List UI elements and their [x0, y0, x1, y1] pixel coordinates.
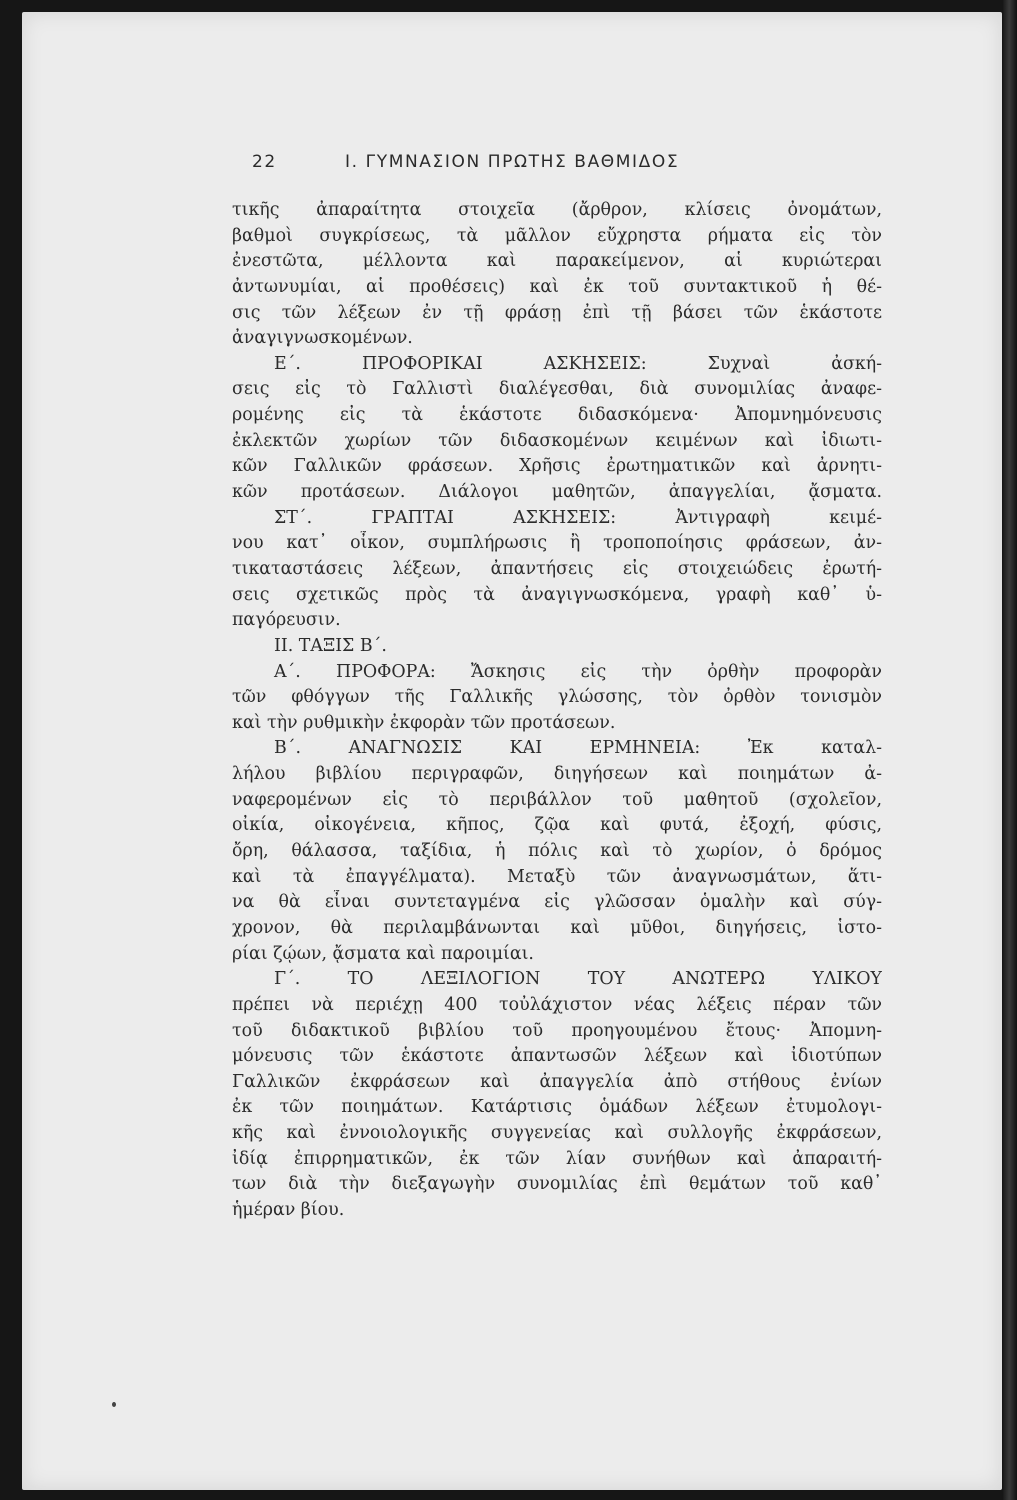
- text-line: μόνευσις τῶν ἑκάστοτε ἀπαντωσῶν λέξεων καὶ ἰδιοτύπων: [232, 1046, 882, 1067]
- text-line: σις τῶν λέξεων ἐν τῇ φράσῃ ἐπὶ τῇ βάσει τῶν ἑκάστοτε: [232, 302, 882, 323]
- text-line: τικῆς ἀπαραίτητα στοιχεῖα (ἄρθρον, κλίσεις ὀνομάτων,: [232, 200, 882, 220]
- ink-speck: [112, 1402, 116, 1407]
- text-line: των διὰ τὴν διεξαγωγὴν συνομιλίας ἐπὶ θεμάτων τοῦ καθ᾽: [232, 1174, 882, 1195]
- text-line: ἀντωνυμίαι, αἱ προθέσεις) καὶ ἐκ τοῦ συντακτικοῦ ἡ θέ-: [232, 276, 882, 297]
- text-line: ἀναγιγνωσκομένων.: [232, 328, 413, 349]
- text-line: σεις εἰς τὸ Γαλλιστὶ διαλέγεσθαι, διὰ συνομιλίας ἀναφε-: [232, 379, 882, 400]
- page-number: 22: [252, 152, 277, 172]
- text-line: λήλου βιβλίου περιγραφῶν, διηγήσεων καὶ ποιημάτων ἀ-: [232, 764, 882, 785]
- text-line: κῶν προτάσεων. Διάλογοι μαθητῶν, ἀπαγγελίαι, ᾄσματα.: [232, 482, 882, 503]
- text-line: ρομένης εἰς τὰ ἑκάστοτε διδασκόμενα· Ἀπομνημόνευσις: [232, 405, 882, 426]
- page-edge: [1003, 0, 1017, 1500]
- text-line: βαθμοὶ συγκρίσεως, τὰ μᾶλλον εὔχρηστα ρήματα εἰς τὸν: [232, 225, 882, 246]
- body-text: [232, 198, 882, 1224]
- text-line: τικαταστάσεις λέξεων, ἀπαντήσεις εἰς στοιχειώδεις ἐρωτή-: [232, 558, 882, 579]
- text-line: καὶ τὰ ἐπαγγέλματα). Μεταξὺ τῶν ἀναγνωσμάτων, ἅτι-: [232, 866, 882, 887]
- text-line: κῆς καὶ ἐννοιολογικῆς συγγενείας καὶ συλλογῆς ἐκφράσεων,: [232, 1123, 882, 1144]
- text-line: Γαλλικῶν ἐκφράσεων καὶ ἀπαγγελία ἀπὸ στήθους ἐνίων: [232, 1071, 882, 1092]
- text-line: τοῦ διδακτικοῦ βιβλίου τοῦ προηγουμένου ἔτους· Ἀπομνη-: [232, 1020, 882, 1041]
- section-heading-line: Β΄. ΑΝΑΓΝΩΣΙΣ ΚΑΙ ΕΡΜΗΝΕΙΑ: Ἐκ καταλ-: [274, 738, 882, 759]
- text-line: να θὰ εἶναι συντεταγμένα εἰς γλῶσσαν ὁμαλὴν καὶ σύγ-: [232, 892, 882, 913]
- text-line: οἰκία, οἰκογένεια, κῆπος, ζῷα καὶ φυτά, ἐξοχή, φύσις,: [232, 815, 882, 836]
- text-line: ἡμέραν βίου.: [232, 1199, 345, 1220]
- text-line: ρίαι ζῴων, ᾄσματα καὶ παροιμίαι.: [232, 943, 534, 964]
- text-line: ὄρη, θάλασσα, ταξίδια, ἡ πόλις καὶ τὸ χωρίον, ὁ δρόμος: [232, 841, 882, 862]
- text-line: παγόρευσιν.: [232, 610, 341, 631]
- text-line: χρονον, θὰ περιλαμβάνωνται καὶ μῦθοι, διηγήσεις, ἱστο-: [232, 917, 882, 938]
- class-heading: ΙΙ. ΤΑΞΙΣ Β΄.: [274, 635, 387, 656]
- section-heading-line: Ε΄. ΠΡΟΦΟΡΙΚΑΙ ΑΣΚΗΣΕΙΣ: Συχναὶ ἀσκή-: [274, 353, 882, 374]
- text-line: πρέπει νὰ περιέχῃ 400 τοὐλάχιστον νέας λέξεις πέραν τῶν: [232, 994, 882, 1015]
- text-line: κῶν Γαλλικῶν φράσεων. Χρῆσις ἐρωτηματικῶν καὶ ἀρνητι-: [232, 456, 882, 477]
- text-line: σεις σχετικῶς πρὸς τὰ ἀναγιγνωσκόμενα, γραφὴ καθ᾽ ὑ-: [232, 584, 882, 605]
- section-heading-line: Γ΄. ΤΟ ΛΕΞΙΛΟΓΙΟΝ ΤΟΥ ΑΝΩΤΕΡΩ ΥΛΙΚΟΥ: [274, 969, 882, 990]
- section-heading-line: ΣΤ΄. ΓΡΑΠΤΑΙ ΑΣΚΗΣΕΙΣ: Ἀντιγραφὴ κειμέ-: [274, 507, 882, 528]
- running-title: I. ΓΥΜΝΑΣΙΟΝ ΠΡΩΤΗΣ ΒΑΘΜΙΔΟΣ: [345, 152, 680, 172]
- text-line: ἐκλεκτῶν χωρίων τῶν διδασκομένων κειμένων καὶ ἰδιωτι-: [232, 430, 882, 451]
- text-line: ἰδίᾳ ἐπιρρηματικῶν, ἐκ τῶν λίαν συνήθων καὶ ἀπαραιτή-: [232, 1148, 882, 1169]
- text-line: ναφερομένων εἰς τὸ περιβάλλον τοῦ μαθητοῦ (σχολεῖον,: [232, 789, 882, 810]
- text-line: καὶ τὴν ρυθμικὴν ἐκφορὰν τῶν προτάσεων.: [232, 712, 616, 733]
- running-head: [252, 152, 812, 178]
- text-line: ἐκ τῶν ποιημάτων. Κατάρτισις ὁμάδων λέξεων ἐτυμολογι-: [232, 1097, 882, 1118]
- text-line: ἐνεστῶτα, μέλλοντα καὶ παρακείμενον, αἱ κυριώτεραι: [232, 251, 882, 272]
- text-line: τῶν φθόγγων τῆς Γαλλικῆς γλώσσης, τὸν ὀρθὸν τονισμὸν: [232, 687, 882, 708]
- text-line: νου κατ᾽ οἶκον, συμπλήρωσις ἢ τροποποίησις φράσεων, ἀν-: [232, 533, 882, 554]
- section-heading-line: Α΄. ΠΡΟΦΟΡΑ: Ἄσκησις εἰς τὴν ὀρθὴν προφορὰν: [274, 661, 882, 682]
